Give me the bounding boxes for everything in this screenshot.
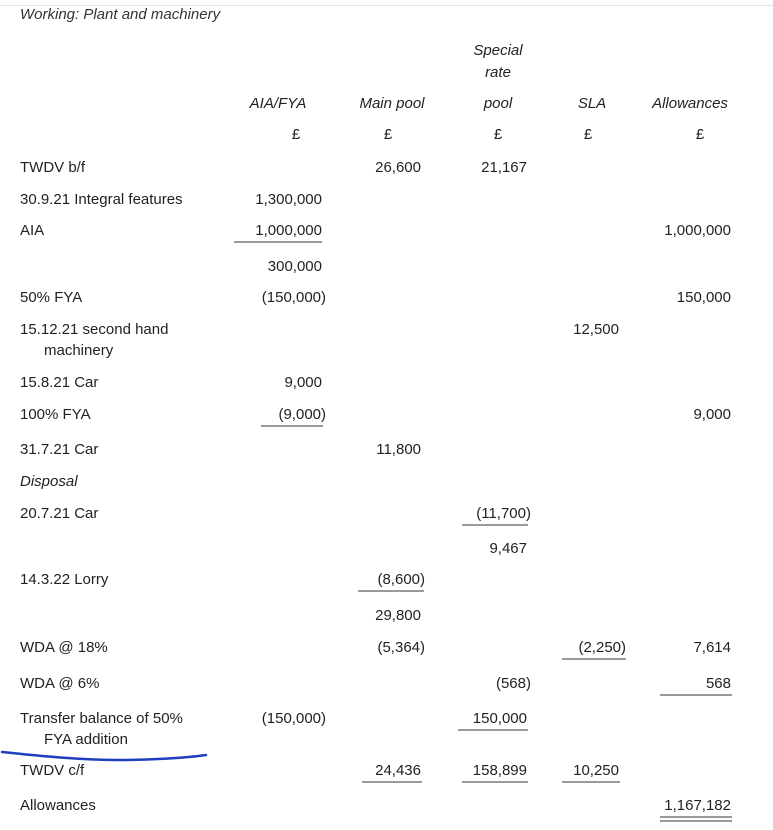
currency-aia: £: [291, 126, 301, 143]
page-title: Working: Plant and machinery: [20, 6, 221, 23]
fya-100-allowance: 9,000: [693, 406, 731, 423]
row-label-wda-6: WDA @ 6%: [20, 675, 100, 692]
underline-twdv-cf-main: [362, 781, 422, 783]
aia-amount: 1,000,000: [255, 222, 322, 239]
row-label-twdv-cf: TWDV c/f: [20, 762, 85, 779]
twdv-bf-special: 21,167: [481, 159, 527, 176]
twdv-cf-sla: 10,250: [573, 762, 619, 779]
underline-allowances-total-1: [660, 816, 732, 818]
fya-50-allowance: 150,000: [676, 289, 731, 306]
wda-18-main: (5,364): [377, 639, 425, 656]
col-header-allowances: Allowances: [652, 95, 728, 112]
main-balance: 29,800: [375, 607, 421, 624]
wda-6-special: (568): [495, 675, 531, 692]
underline-aia: [234, 241, 322, 243]
row-label-wda-18: WDA @ 18%: [20, 639, 108, 656]
row-label-transfer-line2: FYA addition: [44, 731, 128, 748]
col-header-special-line3: pool: [483, 95, 513, 112]
row-label-twdv-bf: TWDV b/f: [20, 159, 86, 176]
row-label-aia: AIA: [20, 222, 45, 239]
row-label-second-hand: 15.12.21 second hand: [20, 321, 169, 338]
row-label-second-hand-line2: machinery: [44, 342, 114, 359]
row-label-integral-features: 30.9.21 Integral features: [20, 191, 183, 208]
currency-main: £: [383, 126, 393, 143]
underline-car-20-7: [462, 524, 528, 526]
underline-twdv-cf-sla: [562, 781, 620, 783]
transfer-special: 150,000: [472, 710, 527, 727]
underline-transfer-special: [458, 729, 528, 731]
col-header-special-line2: rate: [485, 64, 511, 81]
wda-18-allowance: 7,614: [693, 639, 731, 656]
row-label-car-15-8: 15.8.21 Car: [20, 374, 99, 391]
col-header-special-line1: Special: [473, 42, 523, 59]
currency-sla: £: [583, 126, 593, 143]
second-hand-sla: 12,500: [573, 321, 619, 338]
row-label-fya-50: 50% FYA: [20, 289, 83, 306]
currency-special: £: [493, 126, 503, 143]
underline-allowances-total-2: [660, 820, 732, 822]
underline-fya-100: [261, 425, 323, 427]
transfer-aia: (150,000): [261, 710, 326, 727]
row-label-allowances: Allowances: [20, 797, 96, 814]
row-label-transfer: Transfer balance of 50%: [20, 710, 183, 727]
col-header-aia-fya: AIA/FYA: [249, 95, 307, 112]
row-label-lorry: 14.3.22 Lorry: [20, 571, 109, 588]
special-balance: 9,467: [489, 540, 527, 557]
underline-wda-6-allowance: [660, 694, 732, 696]
car-20-7-special: (11,700): [476, 505, 531, 522]
twdv-cf-special: 158,899: [472, 762, 527, 779]
lorry-main: (8,600): [377, 571, 425, 588]
col-header-sla: SLA: [577, 95, 607, 112]
aia-allowance: 1,000,000: [664, 222, 731, 239]
integral-features-aia: 1,300,000: [255, 191, 322, 208]
car-31-7-main: 11,800: [376, 441, 421, 458]
section-label-disposal: Disposal: [20, 473, 78, 490]
aia-balance: 300,000: [267, 258, 322, 275]
wda-6-allowance: 568: [705, 675, 731, 692]
car-15-8-aia: 9,000: [284, 374, 322, 391]
allowances-total: 1,167,182: [664, 797, 731, 814]
fya-50-amount: (150,000): [261, 289, 326, 306]
underline-wda-18-sla: [562, 658, 626, 660]
row-label-fya-100: 100% FYA: [20, 406, 91, 423]
row-label-car-20-7: 20.7.21 Car: [20, 505, 99, 522]
col-header-main-pool: Main pool: [359, 95, 425, 112]
currency-allow: £: [695, 126, 705, 143]
fya-100-amount: (9,000): [278, 406, 326, 423]
twdv-bf-main: 26,600: [375, 159, 421, 176]
twdv-cf-main: 24,436: [375, 762, 421, 779]
row-label-car-31-7: 31.7.21 Car: [20, 441, 99, 458]
underline-lorry: [358, 590, 424, 592]
wda-18-sla: (2,250): [578, 639, 626, 656]
underline-twdv-cf-special: [462, 781, 528, 783]
